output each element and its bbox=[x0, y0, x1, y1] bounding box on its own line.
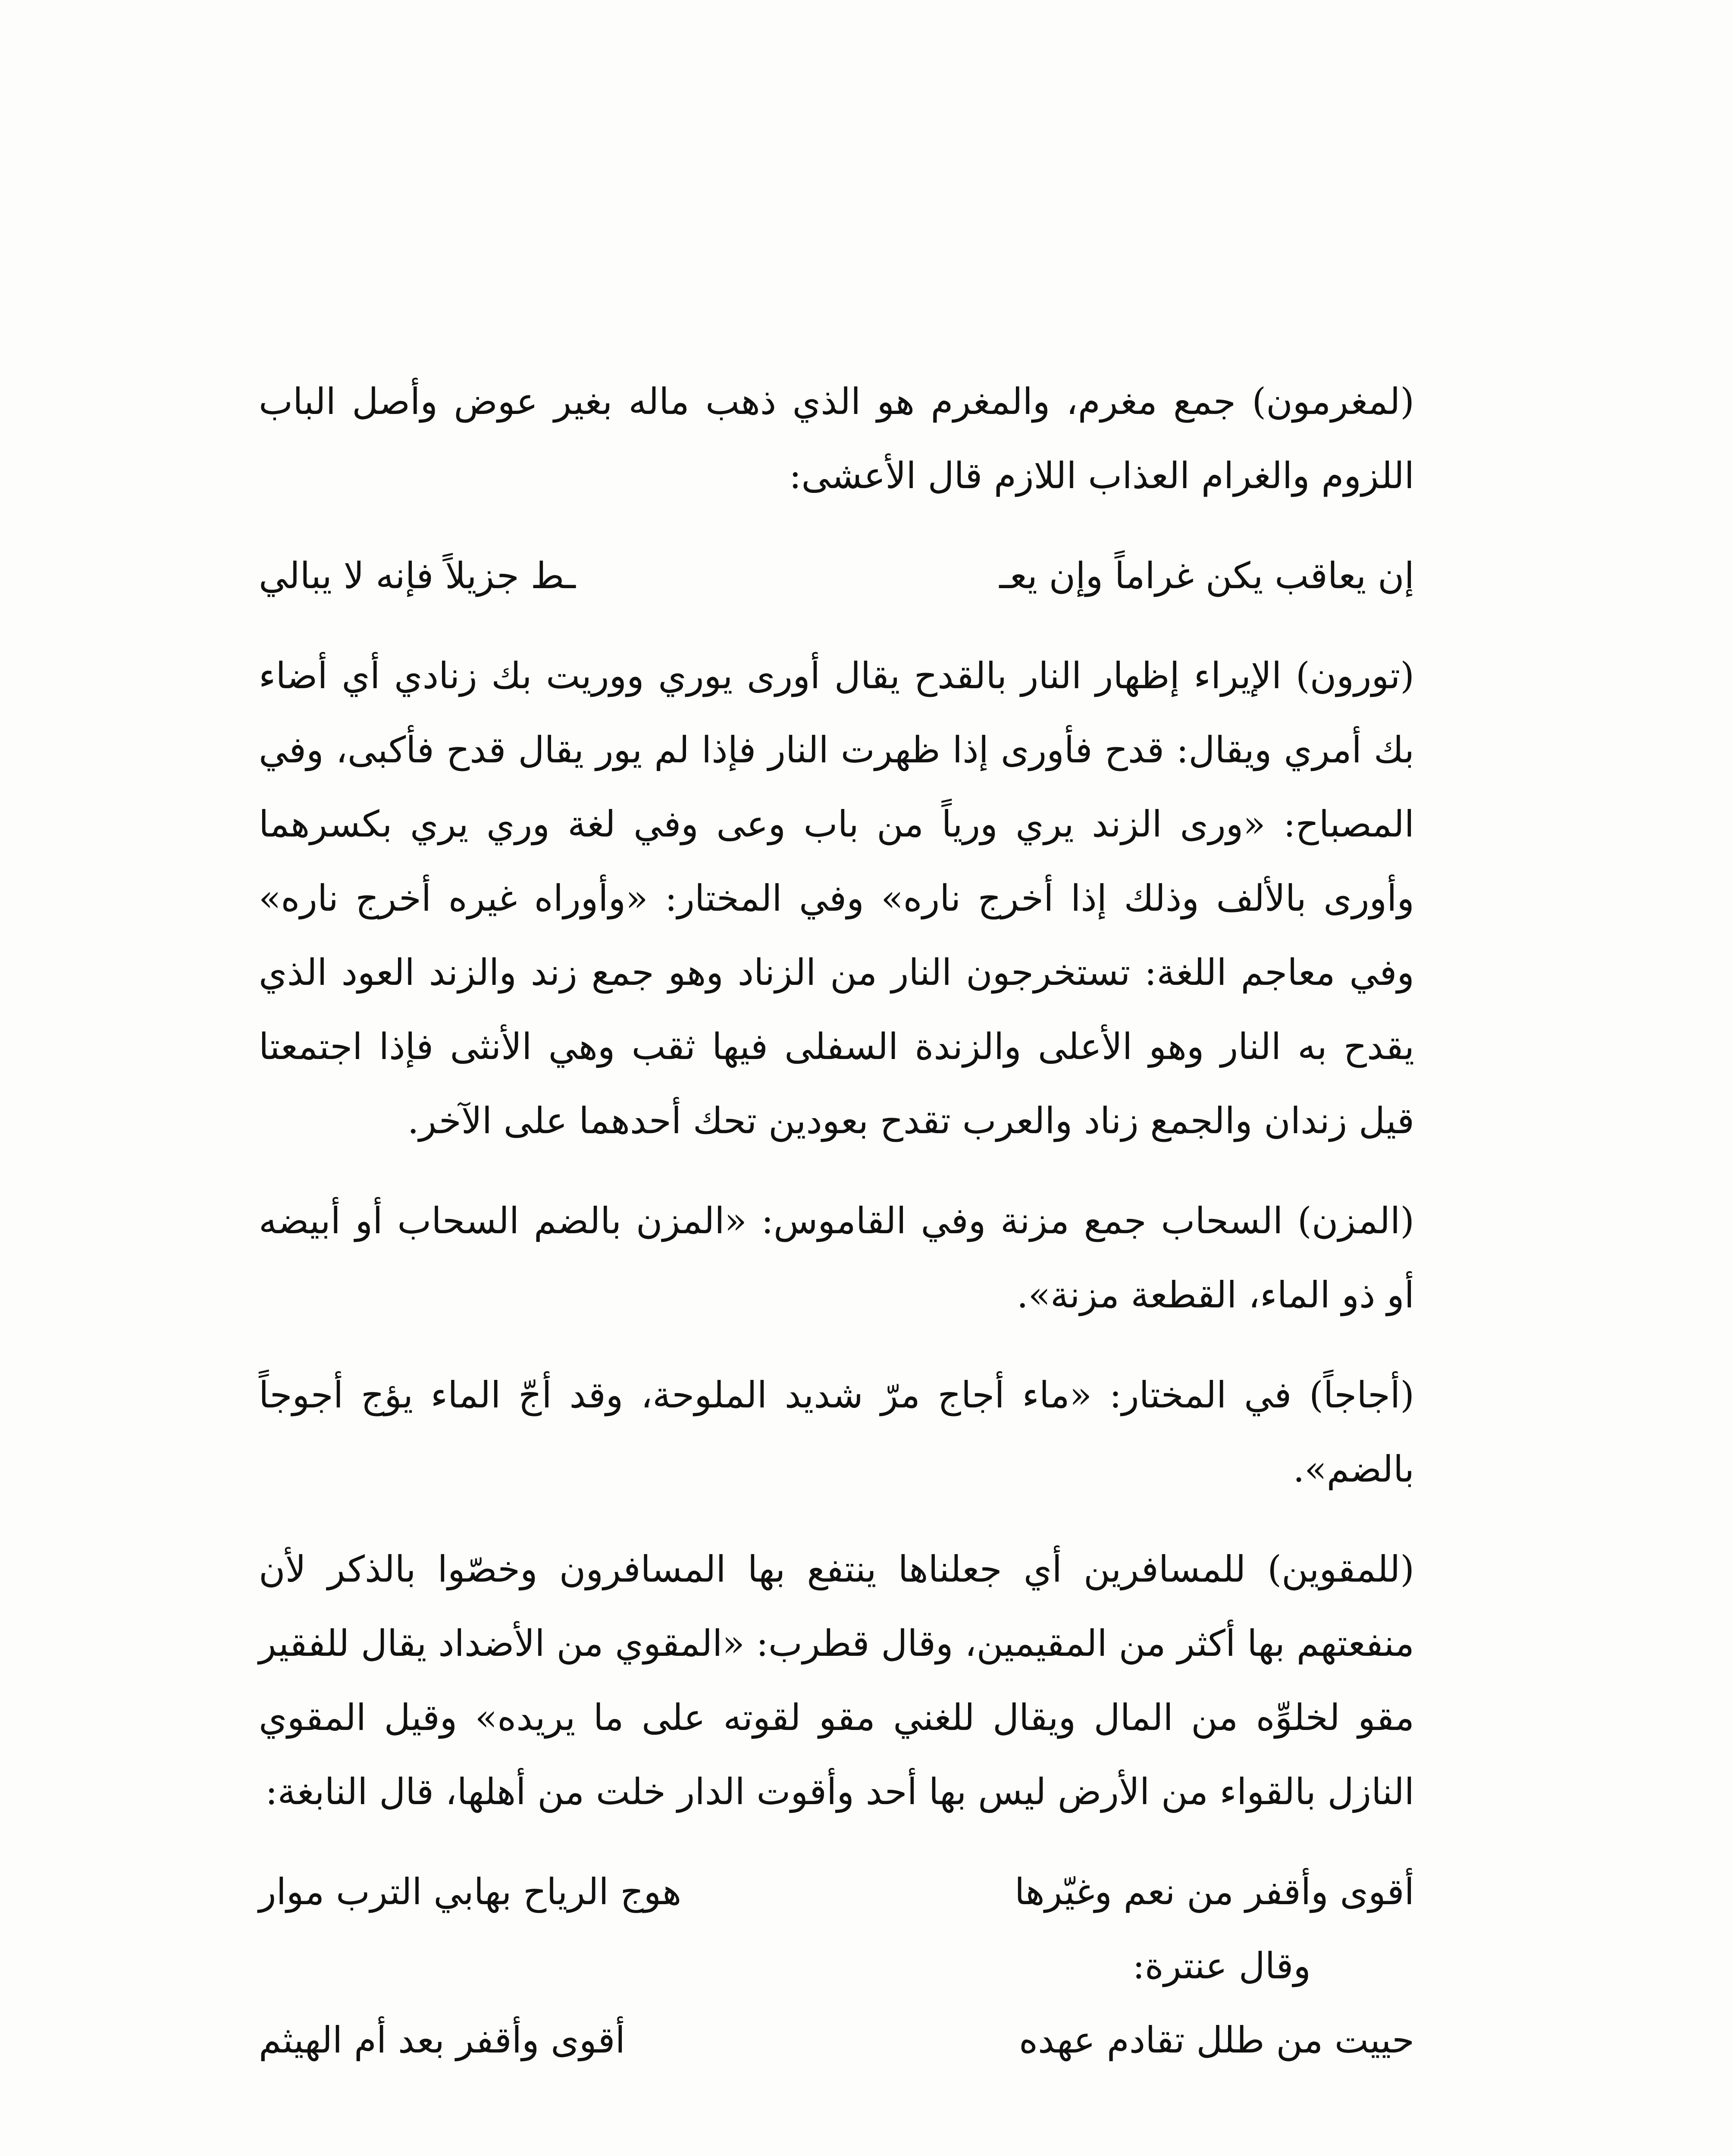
verse-second-hemistich: أقوى وأقفر بعد أم الهيثم bbox=[259, 2019, 625, 2061]
verse-nabigha bbox=[259, 1855, 1414, 1929]
verse-al-asha bbox=[259, 539, 1414, 613]
antara-introduction: وقال عنترة: bbox=[1132, 1945, 1311, 1987]
verse-first-hemistich: إن يعاقب يكن غراماً وإن يعـ bbox=[999, 555, 1414, 597]
verse-first-hemistich: حييت من طلل تقادم عهده bbox=[1019, 2019, 1414, 2061]
paragraph-ujaj: (أجاجاً) في المختار: «ماء أجاج مرّ شديد الملوحة، وقد أجّ الماء يؤج أجوجاً بالضم». bbox=[259, 1374, 1414, 1490]
paragraph-muzn: (المزن) السحاب جمع مزنة وفي القاموس: «المزن بالضم السحاب أو أبيضه أو ذو الماء، القطعة مزنة». bbox=[259, 1200, 1414, 1316]
paragraph-muqwin: (للمقوين) للمسافرين أي جعلناها ينتفع بها المسافرون وخصّوا بالذكر لأن منفعتهم بها أكثر من المقيمين، وقال قطرب: «المقوي من الأضداد يقال للفقير مقو لخلوِّه من المال ويقال للغني مقو لقوته على ما يريده» وقيل المقوي النازل بالقواء من الأرض ليس بها أحد وأقوت الدار خلت من أهلها، قال النابغة: bbox=[259, 1548, 1414, 1813]
paragraph-turun: (تورون) الإيراء إظهار النار بالقدح يقال أورى يوري ووريت بك زنادي أي أضاء بك أمري ويقال: قدح فأورى إذا ظهرت النار فإذا لم يور يقال قدح فأكبى، وفي المصباح: «ورى الزند يري ورياً من باب وعى وفي لغة وري يري بكسرهما وأورى بالألف وذلك إذا أخرج ناره» وفي المختار: «وأوراه غيره أخرج ناره» وفي معاجم اللغة: تستخرجون النار من الزناد وهو جمع زند والزند العود الذي يقدح به النار وهو الأعلى والزندة السفلى فيها ثقب وهي الأنثى فإذا اجتمعتا قيل زندان والجمع زناد والعرب تقدح بعودين تحك أحدهما على الآخر. bbox=[259, 655, 1414, 1142]
verse-first-hemistich: أقوى وأقفر من نعم وغيّرها bbox=[1014, 1871, 1414, 1913]
paragraph-mughramun: (لمغرمون) جمع مغرم، والمغرم هو الذي ذهب ماله بغير عوض وأصل الباب اللزوم والغرام العذاب اللازم قال الأعشى: bbox=[259, 380, 1414, 497]
verse-second-hemistich: هوج الرياح بهابي الترب موار bbox=[259, 1871, 682, 1913]
verse-antara bbox=[259, 2003, 1414, 2077]
verse-second-hemistich: ـط جزيلاً فإنه لا يبالي bbox=[259, 555, 576, 597]
page-body-text bbox=[259, 364, 1414, 2103]
